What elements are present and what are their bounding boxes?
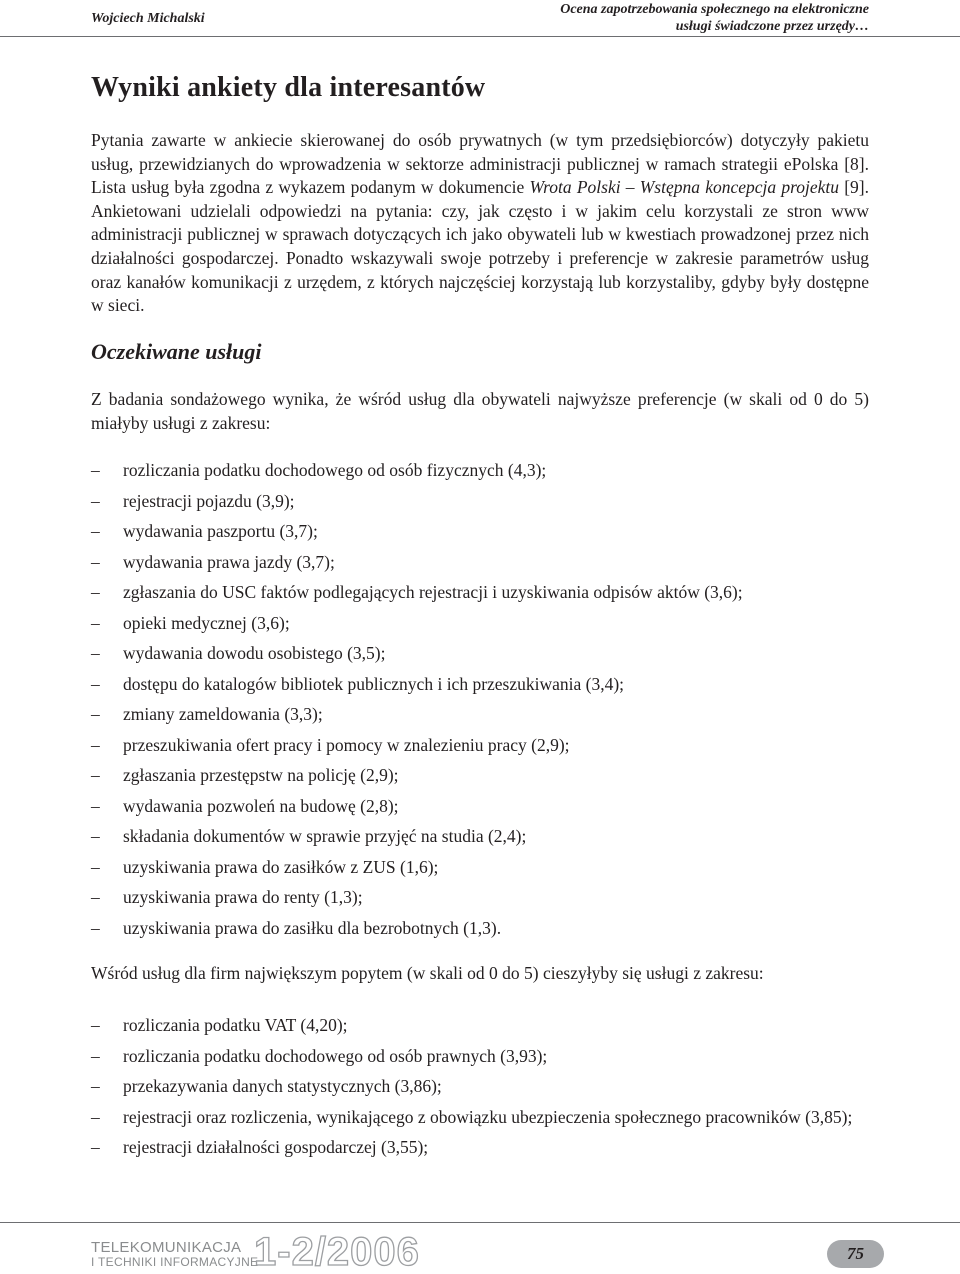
section-title: Wyniki ankiety dla interesantów [91, 72, 486, 103]
firm-services-list [91, 1014, 869, 1167]
list-item [91, 1075, 869, 1099]
dash-bullet: – [91, 856, 100, 877]
list-item-text: dostępu do katalogów bibliotek publicznych i ich przeszukiwania (3,4); [123, 673, 625, 694]
list-item [91, 581, 869, 612]
document-title-reference: Wrota Polski – Wstępna koncepcja projektu [529, 177, 840, 198]
list-item-text: rejestracji działalności gospodarczej (3,55); [123, 1137, 429, 1158]
dash-bullet: – [91, 490, 100, 511]
dash-bullet: – [91, 551, 100, 572]
list-item [91, 917, 869, 948]
citizen-services-list [91, 459, 869, 947]
list-item [91, 1014, 869, 1038]
list-item-text: uzyskiwania prawa do zasiłku dla bezrobotnych (1,3). [123, 917, 502, 938]
list-item [91, 520, 869, 551]
list-item-text: wydawania pozwoleń na budowę (2,8); [123, 795, 399, 816]
intro-text-2: [9]. Ankietowani udzielali odpowiedzi na pytania: czy, jak często i w jakim celu korzystali ze stron www administracji publicznej w sprawach dotyczących ich jako obywateli lub w kwestiach prowadzonej przez nich działalności gospodarczej. Ponadto wskazywali swoje potrzeby i preferencje w zakresie parametrów usług oraz kanałów komunikacji z urzędem, z których najczęściej korzystają lub korzystaliby, gdyby były dostępne w sieci. [91, 177, 869, 316]
intro-text-1: Pytania zawarte w ankiecie skierowanej do osób prywatnych (w tym przedsiębiorców) dotyczyły pakietu usług, przewidzianych do wprowadzenia w sektorze administracji publicznej w ramach strategii ePolska [8]. Lista usług była zgodna z wykazem podanym w dokumencie [91, 130, 869, 198]
list-item-text: wydawania paszportu (3,7); [123, 521, 318, 541]
dash-bullet: – [91, 734, 100, 755]
list-item [91, 490, 869, 521]
list-item [91, 825, 869, 856]
dash-bullet: – [91, 643, 100, 663]
list-item-text: rejestracji pojazdu (3,9); [123, 490, 295, 511]
dash-bullet: – [91, 1137, 100, 1158]
dash-bullet: – [91, 582, 100, 602]
list-item [91, 642, 869, 673]
dash-bullet: – [91, 917, 100, 938]
list-item-text: uzyskiwania prawa do renty (1,3); [123, 887, 363, 907]
list-item-text: rozliczania podatku dochodowego od osób prawnych (3,93); [123, 1045, 548, 1066]
list-item [91, 673, 869, 704]
dash-bullet: – [91, 1045, 100, 1066]
list-item [91, 1045, 869, 1069]
list-item-text: przekazywania danych statystycznych (3,86); [123, 1076, 442, 1097]
journal-name-line-2: I TECHNIKI INFORMACYJNE [91, 1255, 259, 1269]
list-item [91, 459, 869, 490]
dash-bullet: – [91, 1106, 100, 1127]
list-item [91, 886, 869, 917]
list-item-text: zgłaszania przestępstw na policję (2,9); [123, 765, 399, 785]
dash-bullet: – [91, 887, 100, 907]
dash-bullet: – [91, 1015, 100, 1035]
journal-name-line-1: TELEKOMUNIKACJA [91, 1239, 242, 1256]
subsection-title: Oczekiwane usługi [91, 339, 262, 364]
list-item [91, 764, 869, 795]
citizens-lead-paragraph: Z badania sondażowego wynika, że wśród usług dla obywateli najwyższe preferencje (w skali od 0 do 5) miałyby usługi z zakresu: [91, 389, 869, 433]
list-item-text: zmiany zameldowania (3,3); [123, 704, 323, 724]
list-item [91, 703, 869, 734]
list-item [91, 1136, 869, 1160]
running-title-line-2: usługi świadczone przez urzędy… [675, 19, 869, 34]
intro-paragraph [91, 129, 869, 318]
list-item-text: rozliczania podatku dochodowego od osób fizycznych (4,3); [123, 460, 547, 480]
dash-bullet: – [91, 521, 100, 541]
list-item [91, 551, 869, 582]
journal-logo [91, 1241, 258, 1269]
list-item [91, 795, 869, 826]
list-item-text: rozliczania podatku VAT (4,20); [123, 1015, 348, 1035]
issue-number: 1-2/2006 [254, 1230, 420, 1274]
running-title-line-1: Ocena zapotrzebowania społecznego na elektroniczne [560, 2, 869, 17]
dash-bullet: – [91, 1076, 100, 1097]
dash-bullet: – [91, 673, 100, 694]
dash-bullet: – [91, 460, 100, 480]
list-item-text: opieki medycznej (3,6); [123, 612, 290, 633]
list-item [91, 734, 869, 765]
list-item-text: składania dokumentów w sprawie przyjęć na studia (2,4); [123, 826, 527, 846]
running-author: Wojciech Michalski [91, 11, 205, 26]
dash-bullet: – [91, 826, 100, 846]
header-divider [0, 36, 960, 37]
list-item [91, 1106, 869, 1130]
list-item [91, 612, 869, 643]
running-title [449, 1, 869, 35]
list-item-text: przeszukiwania ofert pracy i pomocy w znalezieniu pracy (2,9); [123, 734, 570, 755]
list-item-text: rejestracji oraz rozliczenia, wynikającego z obowiązku ubezpieczenia społecznego pracowników (3,85); [123, 1106, 853, 1127]
dash-bullet: – [91, 612, 100, 633]
dash-bullet: – [91, 795, 100, 816]
dash-bullet: – [91, 704, 100, 724]
list-item [91, 856, 869, 887]
dash-bullet: – [91, 765, 100, 785]
list-item-text: wydawania prawa jazdy (3,7); [123, 551, 335, 572]
list-item-text: zgłaszania do USC faktów podlegających rejestracji i uzyskiwania odpisów aktów (3,6); [123, 582, 743, 602]
page-number: 75 [827, 1240, 884, 1268]
footer-divider [0, 1222, 960, 1223]
firms-lead-paragraph: Wśród usług dla firm największym popytem (w skali od 0 do 5) cieszyłyby się usługi z zakresu: [91, 963, 764, 983]
list-item-text: uzyskiwania prawa do zasiłków z ZUS (1,6); [123, 856, 439, 877]
list-item-text: wydawania dowodu osobistego (3,5); [123, 643, 386, 663]
